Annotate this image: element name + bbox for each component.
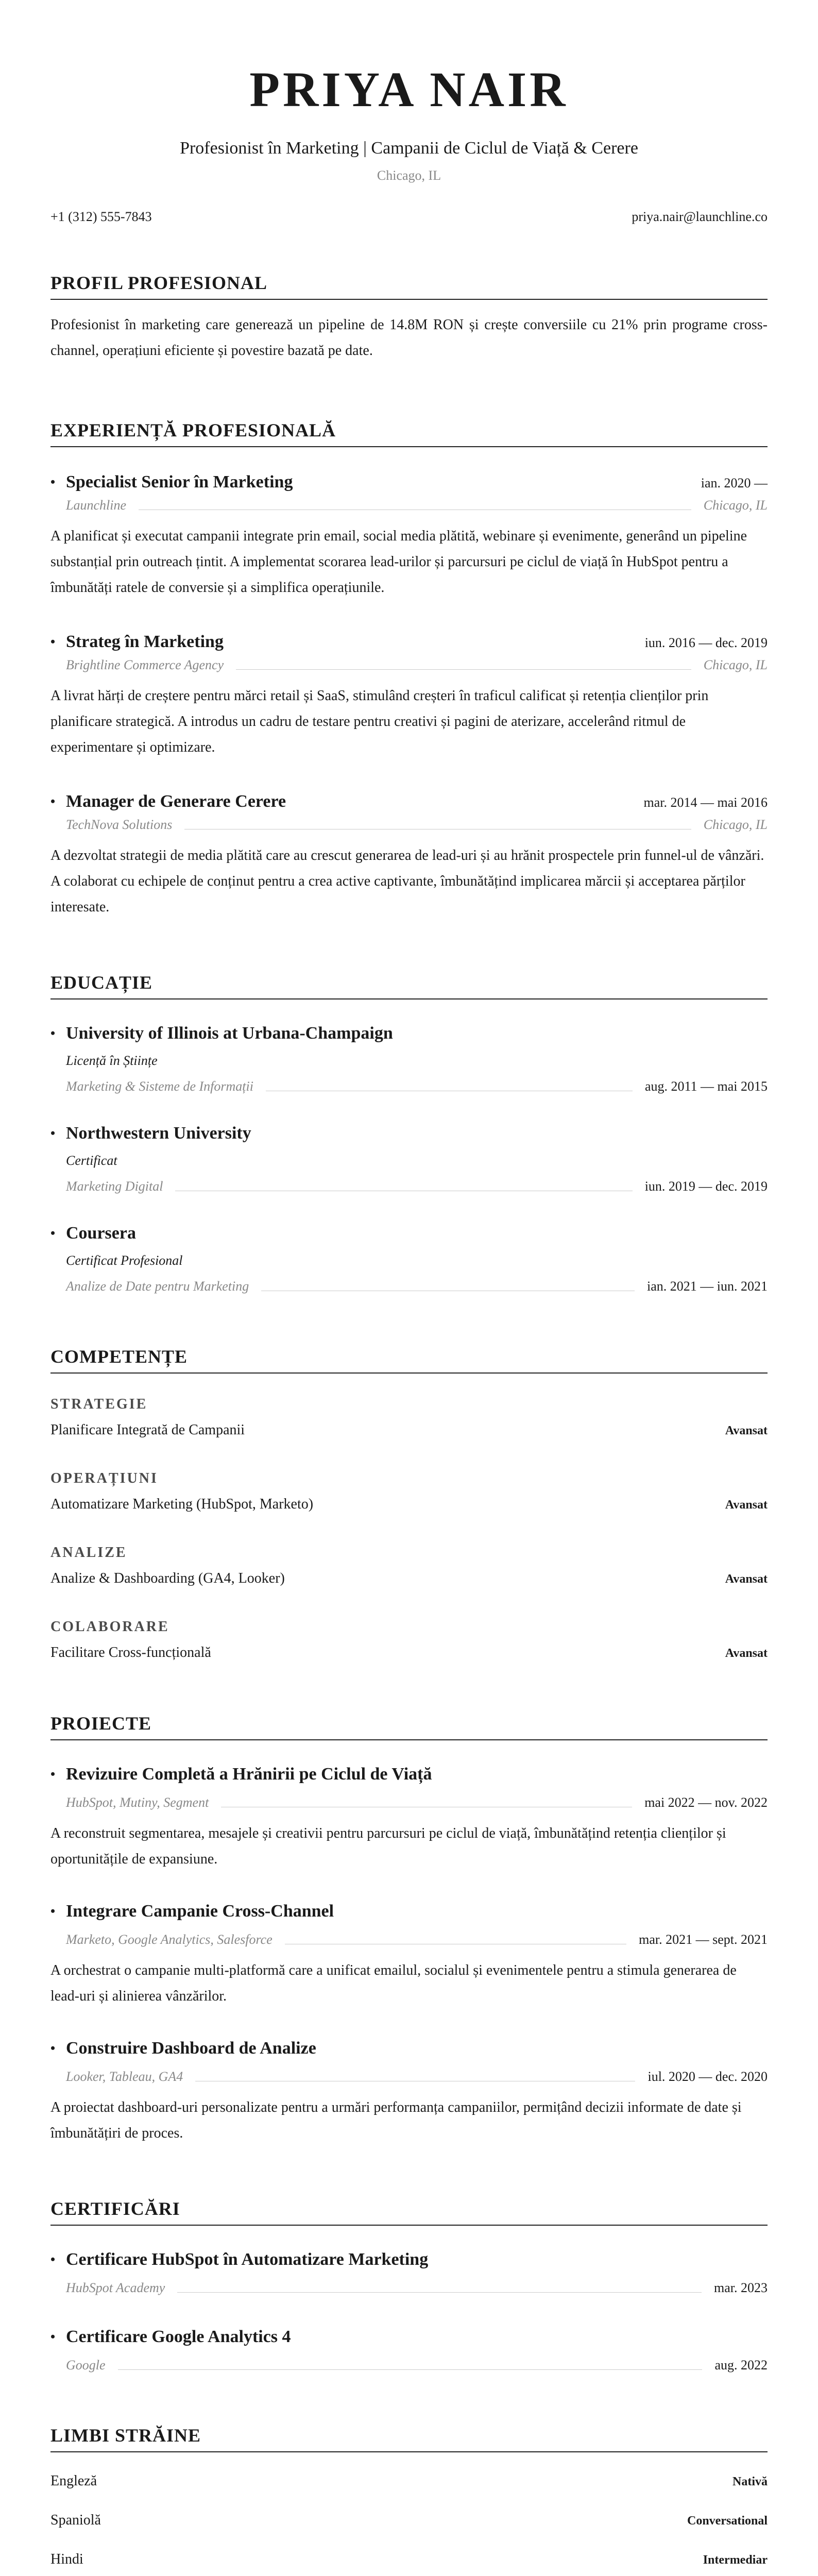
company-name: TechNova Solutions (66, 817, 173, 832)
skill-category: STRATEGIE (50, 1396, 148, 1412)
candidate-name: PRIYA NAIR (249, 62, 569, 117)
experience-entry (50, 791, 768, 920)
section-title-experience: EXPERIENȚĂ PROFESIONALĂ (50, 419, 768, 447)
company-name: Launchline (66, 498, 126, 513)
job-location: Chicago, IL (703, 817, 768, 832)
certification-date: mar. 2023 (714, 2280, 768, 2295)
project-name: • Revizuire Completă a Hrănirii pe Ciclul de Viață (50, 1764, 432, 1785)
projects-section (50, 1713, 768, 2146)
section-title-languages: LIMBI STRĂINE (50, 2425, 768, 2452)
job-location: Chicago, IL (703, 657, 768, 672)
job-role: • Specialist Senior în Marketing (50, 472, 293, 493)
project-tools: Marketo, Google Analytics, Salesforce (66, 1932, 272, 1947)
education-entry (50, 1023, 768, 1094)
education-section (50, 972, 768, 1294)
language-row (50, 2473, 768, 2512)
education-entry (50, 1223, 768, 1294)
project-entry (50, 1764, 768, 1872)
job-location: Chicago, IL (703, 498, 768, 513)
skills-section (50, 1346, 768, 1661)
project-description: A proiectat dashboard-uri personalizate pentru a urmări performanța campaniilor, permițând decizii informate de date și îmbunătățiri de proces. (50, 2099, 742, 2141)
certification-entry (50, 2249, 768, 2296)
job-description: A dezvoltat strategii de media plătită care au crescut generarea de lead-uri și au hrănit prospectele prin funnel-ul de vânzări. A colaborat cu echipele de conținut pentru a crea active captivante, îmbunătățind implicarea mărcii și acceptarea părților interesate. (50, 848, 764, 915)
school-name: • University of Illinois at Urbana-Champaign (50, 1023, 393, 1044)
language-name: Hindi (50, 2551, 83, 2567)
certification-name: • Certificare Google Analytics 4 (50, 2327, 291, 2347)
field-of-study: Marketing Digital (66, 1179, 163, 1194)
certification-date: aug. 2022 (714, 2358, 768, 2372)
skill-category: OPERAȚIUNI (50, 1470, 158, 1486)
skill-group (50, 1545, 768, 1587)
experience-entry (50, 472, 768, 601)
project-entry (50, 2038, 768, 2146)
skill-category: ANALIZE (50, 1545, 127, 1561)
skill-name: Automatizare Marketing (HubSpot, Marketo) (50, 1496, 314, 1512)
job-dates: iun. 2016 — dec. 2019 (644, 635, 768, 650)
divider (177, 2292, 702, 2293)
skill-level: Avansat (725, 1572, 768, 1586)
project-tools: Looker, Tableau, GA4 (66, 2069, 183, 2084)
field-of-study: Marketing & Sisteme de Informații (66, 1079, 253, 1094)
certification-name: • Certificare HubSpot în Automatizare Marketing (50, 2249, 428, 2270)
project-name: • Integrare Campanie Cross-Channel (50, 1901, 334, 1922)
field-of-study: Analize de Date pentru Marketing (66, 1279, 249, 1294)
school-name: • Coursera (50, 1223, 136, 1244)
experience-section (50, 419, 768, 920)
languages-section (50, 2425, 768, 2576)
certification-issuer: HubSpot Academy (66, 2280, 165, 2295)
project-tools: HubSpot, Mutiny, Segment (66, 1795, 209, 1810)
skill-group (50, 1619, 768, 1661)
experience-entry (50, 632, 768, 760)
skill-level: Avansat (725, 1424, 768, 1437)
project-name: • Construire Dashboard de Analize (50, 2038, 316, 2059)
project-description: A orchestrat o campanie multi-platformă care a unificat emailul, socialul și evenimentele pentru a stimula generarea de lead-uri și alinierea vânzărilor. (50, 1962, 737, 2004)
job-description: A livrat hărți de creștere pentru mărci retail și SaaS, stimulând creșteri în traficul calificat și retenția clienților prin planificare strategică. A introdus un cadru de testare pentru creativi și pagini de aterizare, accelerând ritmul de experimentare și optimizare. (50, 688, 709, 755)
section-title-certifications: CERTIFICĂRI (50, 2198, 768, 2226)
skill-name: Analize & Dashboarding (GA4, Looker) (50, 1570, 285, 1586)
education-entry (50, 1123, 768, 1194)
project-dates: iul. 2020 — dec. 2020 (647, 2069, 768, 2084)
job-role: • Manager de Generare Cerere (50, 791, 286, 812)
company-name: Brightline Commerce Agency (66, 657, 224, 672)
language-level: Conversational (687, 2514, 768, 2528)
project-description: A reconstruit segmentarea, mesajele și creativii pentru parcursuri pe ciclul de viață, îmbunătățind retenția clienților și oportunitățile de expansiune. (50, 1825, 726, 1867)
language-row (50, 2512, 768, 2551)
job-role: • Strateg în Marketing (50, 632, 224, 652)
school-name: • Northwestern University (50, 1123, 251, 1144)
skill-level: Avansat (725, 1647, 768, 1660)
phone-number: +1 (312) 555-7843 (50, 209, 152, 224)
language-level: Intermediar (703, 2553, 768, 2567)
project-dates: mar. 2021 — sept. 2021 (639, 1932, 768, 1947)
language-level: Nativă (732, 2475, 768, 2488)
language-row (50, 2551, 768, 2576)
language-name: Spaniolă (50, 2512, 101, 2528)
header-location: Chicago, IL (377, 168, 441, 183)
resume-content (50, 0, 768, 2576)
email-address[interactable]: priya.nair@launchline.co (632, 209, 768, 224)
divider (118, 2369, 703, 2370)
project-dates: mai 2022 — nov. 2022 (644, 1795, 768, 1810)
skill-level: Avansat (725, 1498, 768, 1512)
job-dates: mar. 2014 — mai 2016 (643, 795, 768, 810)
section-title-skills: COMPETENȚE (50, 1346, 768, 1374)
skill-group (50, 1396, 768, 1438)
professional-title: Profesionist în Marketing | Campanii de Ciclul de Viață & Cerere (180, 139, 638, 158)
section-title-projects: PROIECTE (50, 1713, 768, 1740)
education-dates: iun. 2019 — dec. 2019 (644, 1179, 768, 1194)
job-description: A planificat și executat campanii integrate prin email, social media plătită, webinare și evenimente, generând un pipeline substanțial prin outreach țintit. A implementat scorarea lead-urilor și parcursuri pe ciclul de viață în HubSpot pentru a îmbunătăți ratele de conversie și a simplifica operațiunile. (50, 528, 747, 596)
contact-row (50, 209, 768, 225)
skill-category: COLABORARE (50, 1619, 169, 1635)
section-title-education: EDUCAȚIE (50, 972, 768, 999)
education-dates: ian. 2021 — iun. 2021 (647, 1279, 768, 1294)
divider (236, 669, 691, 670)
job-dates: ian. 2020 — (701, 476, 768, 490)
degree: Certificat (66, 1153, 117, 1168)
education-dates: aug. 2011 — mai 2015 (644, 1079, 768, 1094)
degree: Certificat Profesional (66, 1253, 183, 1268)
profile-summary: Profesionist în marketing care generează un pipeline de 14.8M RON și crește conversiile cu 21% prin programe cross-channel, operațiuni eficiente și povestire bazată pe date. (50, 317, 768, 359)
certifications-section (50, 2198, 768, 2373)
project-entry (50, 1901, 768, 2009)
section-title-profile: PROFIL PROFESIONAL (50, 272, 768, 300)
degree: Licență în Științe (66, 1053, 158, 1068)
certification-issuer: Google (66, 2358, 106, 2372)
language-name: Engleză (50, 2473, 97, 2489)
profile-section (50, 272, 768, 364)
skill-group (50, 1470, 768, 1513)
skill-name: Facilitare Cross-funcțională (50, 1645, 211, 1660)
skill-name: Planificare Integrată de Campanii (50, 1422, 245, 1438)
certification-entry (50, 2327, 768, 2373)
